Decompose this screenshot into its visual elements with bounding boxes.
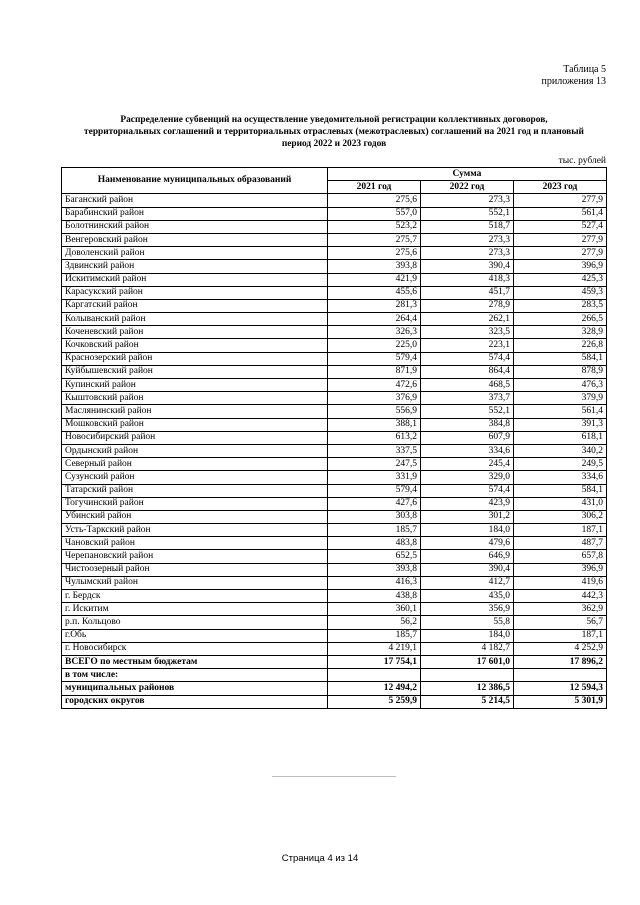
row-name: Усть-Таркский район [62,524,328,537]
row-value-2021: 376,9 [328,392,421,405]
row-name: Чистоозерный район [62,563,328,576]
row-name: Барабинский район [62,207,328,220]
title-line-1: Распределение субвенций на осуществление уведомительной регистрации коллективных договоров, [120,115,548,125]
row-value-2023: 459,3 [514,286,607,299]
row-value-2023: 334,6 [514,471,607,484]
row-value-2022: 423,9 [421,497,514,510]
table-row [62,642,607,655]
document-title [60,114,608,150]
row-value-2023: 277,9 [514,233,607,246]
table-row [62,524,607,537]
row-value-2021: 326,3 [328,326,421,339]
row-value-2023: 878,9 [514,365,607,378]
page-number: Страница 4 из 14 [281,853,359,864]
row-value-2023: 187,1 [514,629,607,642]
row-value-2023: 584,1 [514,484,607,497]
table-row [62,629,607,642]
row-value-2022: 184,0 [421,524,514,537]
urban-row [62,695,607,708]
including-label: в том числе: [62,669,328,682]
row-name: Маслянинский район [62,405,328,418]
row-value-2022: 468,5 [421,379,514,392]
row-value-2022: 301,2 [421,510,514,523]
row-value-2021: 185,7 [328,524,421,537]
row-value-2022: 864,4 [421,365,514,378]
row-value-2022: 552,1 [421,405,514,418]
row-name: р.п. Кольцово [62,616,328,629]
table-row [62,444,607,457]
row-name: Новосибирский район [62,431,328,444]
table-row [62,431,607,444]
table-row [62,233,607,246]
including-empty-2021 [328,669,421,682]
row-value-2022: 390,4 [421,563,514,576]
table-row [62,273,607,286]
row-value-2022: 273,3 [421,233,514,246]
row-value-2023: 379,9 [514,392,607,405]
including-empty-2023 [514,669,607,682]
row-value-2021: 871,9 [328,365,421,378]
row-name: Черепановский район [62,550,328,563]
column-header-2023: 2023 год [514,181,607,194]
row-value-2023: 187,1 [514,524,607,537]
row-value-2021: 264,4 [328,313,421,326]
row-value-2021: 185,7 [328,629,421,642]
row-value-2022: 223,1 [421,339,514,352]
row-name: Баганский район [62,194,328,207]
row-value-2023: 431,0 [514,497,607,510]
table-row [62,339,607,352]
row-value-2023: 425,3 [514,273,607,286]
row-value-2021: 247,5 [328,458,421,471]
row-name: Кочковский район [62,339,328,352]
row-value-2023: 56,7 [514,616,607,629]
row-value-2023: 277,9 [514,247,607,260]
total-label: ВСЕГО по местным бюджетам [62,655,328,668]
municipal-label: муниципальных районов [62,682,328,695]
row-name: Ордынский район [62,444,328,457]
table-label: Таблица 5 [563,64,606,75]
municipal-2022: 12 386,5 [421,682,514,695]
row-value-2021: 483,8 [328,537,421,550]
table-row [62,458,607,471]
row-name: Сузунский район [62,471,328,484]
row-value-2022: 4 182,7 [421,642,514,655]
table-body [62,194,607,656]
row-name: Венгеровский район [62,233,328,246]
table-row [62,590,607,603]
row-value-2023: 476,3 [514,379,607,392]
row-value-2021: 303,8 [328,510,421,523]
row-value-2023: 340,2 [514,444,607,457]
row-value-2022: 384,8 [421,418,514,431]
row-name: Купинский район [62,379,328,392]
table-row [62,286,607,299]
row-value-2021: 556,9 [328,405,421,418]
table-row [62,418,607,431]
row-name: Кыштовский район [62,392,328,405]
including-row [62,669,607,682]
row-value-2021: 331,9 [328,471,421,484]
row-value-2022: 323,5 [421,326,514,339]
row-value-2023: 283,5 [514,299,607,312]
row-name: Карасукский район [62,286,328,299]
urban-2022: 5 214,5 [421,695,514,708]
row-value-2022: 245,4 [421,458,514,471]
row-value-2021: 56,2 [328,616,421,629]
row-value-2023: 584,1 [514,352,607,365]
row-value-2023: 362,9 [514,603,607,616]
row-value-2021: 579,4 [328,352,421,365]
row-name: Каргатский район [62,299,328,312]
row-value-2021: 613,2 [328,431,421,444]
row-value-2023: 618,1 [514,431,607,444]
row-value-2023: 396,9 [514,563,607,576]
table-row [62,603,607,616]
row-name: Болотнинский район [62,220,328,233]
column-header-sum: Сумма [328,168,607,181]
row-value-2023: 657,8 [514,550,607,563]
row-value-2021: 427,6 [328,497,421,510]
row-value-2023: 4 252,9 [514,642,607,655]
table-row [62,313,607,326]
row-value-2022: 435,0 [421,590,514,603]
row-value-2022: 418,3 [421,273,514,286]
total-2022: 17 601,0 [421,655,514,668]
row-value-2021: 557,0 [328,207,421,220]
table-row [62,299,607,312]
row-value-2022: 646,9 [421,550,514,563]
table-row [62,563,607,576]
table-row [62,207,607,220]
row-name: Тогучинский район [62,497,328,510]
row-name: г. Бердск [62,590,328,603]
column-header-2022: 2022 год [421,181,514,194]
total-2023: 17 896,2 [514,655,607,668]
municipal-row [62,682,607,695]
table-summary [62,655,607,708]
row-name: Северный район [62,458,328,471]
municipal-2023: 12 594,3 [514,682,607,695]
row-value-2023: 328,9 [514,326,607,339]
row-name: г.Обь [62,629,328,642]
row-value-2021: 393,8 [328,563,421,576]
row-value-2021: 579,4 [328,484,421,497]
row-value-2022: 273,3 [421,247,514,260]
row-value-2021: 337,5 [328,444,421,457]
row-value-2021: 275,6 [328,247,421,260]
row-value-2021: 360,1 [328,603,421,616]
row-value-2022: 607,9 [421,431,514,444]
row-value-2022: 390,4 [421,260,514,273]
row-name: Доволенский район [62,247,328,260]
table-row [62,405,607,418]
table-row [62,537,607,550]
row-name: Чулымский район [62,576,328,589]
row-value-2021: 438,8 [328,590,421,603]
row-name: Чановский район [62,537,328,550]
row-name: Здвинский район [62,260,328,273]
row-value-2022: 574,4 [421,352,514,365]
row-value-2023: 442,3 [514,590,607,603]
row-value-2023: 487,7 [514,537,607,550]
total-row [62,655,607,668]
column-header-2021: 2021 год [328,181,421,194]
row-name: Куйбышевский район [62,365,328,378]
row-value-2022: 518,7 [421,220,514,233]
urban-2023: 5 301,9 [514,695,607,708]
row-name: Колыванский район [62,313,328,326]
appendix-label: приложения 13 [541,76,606,87]
row-value-2021: 472,6 [328,379,421,392]
row-value-2021: 455,6 [328,286,421,299]
column-header-name: Наименование муниципальных образований [62,168,328,194]
row-name: Убинский район [62,510,328,523]
table-row [62,379,607,392]
row-value-2023: 561,4 [514,405,607,418]
row-value-2021: 281,3 [328,299,421,312]
row-value-2022: 479,6 [421,537,514,550]
row-value-2022: 356,9 [421,603,514,616]
row-value-2022: 278,9 [421,299,514,312]
table-reference [542,64,606,88]
table-row [62,260,607,273]
table-row [62,392,607,405]
municipal-2021: 12 494,2 [328,682,421,695]
row-value-2023: 561,4 [514,207,607,220]
row-value-2023: 226,8 [514,339,607,352]
urban-2021: 5 259,9 [328,695,421,708]
row-value-2022: 273,3 [421,194,514,207]
table-row [62,497,607,510]
row-value-2023: 391,3 [514,418,607,431]
table-row [62,484,607,497]
table-row [62,194,607,207]
footer-separator [272,776,396,777]
row-name: Искитимский район [62,273,328,286]
urban-label: городских округов [62,695,328,708]
row-value-2022: 329,0 [421,471,514,484]
table-row [62,352,607,365]
row-value-2023: 419,6 [514,576,607,589]
table-row [62,550,607,563]
row-value-2021: 393,8 [328,260,421,273]
row-name: Татарский район [62,484,328,497]
table-row [62,510,607,523]
row-name: Краснозерский район [62,352,328,365]
table-row [62,247,607,260]
row-value-2021: 652,5 [328,550,421,563]
table-row [62,616,607,629]
row-value-2021: 4 219,1 [328,642,421,655]
table-row [62,471,607,484]
row-value-2023: 527,4 [514,220,607,233]
row-value-2021: 225,0 [328,339,421,352]
row-value-2023: 266,5 [514,313,607,326]
row-name: Мошковский район [62,418,328,431]
table-row [62,326,607,339]
row-value-2022: 574,4 [421,484,514,497]
row-value-2022: 451,7 [421,286,514,299]
subsidy-table [61,167,607,709]
row-name: г. Искитим [62,603,328,616]
row-value-2023: 396,9 [514,260,607,273]
row-value-2021: 388,1 [328,418,421,431]
units-label: тыс. рублей [558,156,606,166]
row-value-2023: 306,2 [514,510,607,523]
table-row [62,576,607,589]
row-name: Коченевский район [62,326,328,339]
row-value-2021: 275,7 [328,233,421,246]
row-value-2022: 262,1 [421,313,514,326]
row-value-2022: 552,1 [421,207,514,220]
including-empty-2022 [421,669,514,682]
table-header [62,168,607,194]
title-line-3: период 2022 и 2023 годов [281,139,387,149]
row-value-2021: 275,6 [328,194,421,207]
table-row [62,220,607,233]
row-value-2022: 184,0 [421,629,514,642]
row-value-2023: 277,9 [514,194,607,207]
row-value-2021: 421,9 [328,273,421,286]
row-value-2023: 249,5 [514,458,607,471]
row-name: г. Новосибирск [62,642,328,655]
row-value-2021: 523,2 [328,220,421,233]
row-value-2021: 416,3 [328,576,421,589]
row-value-2022: 55,8 [421,616,514,629]
total-2021: 17 754,1 [328,655,421,668]
row-value-2022: 412,7 [421,576,514,589]
table-row [62,365,607,378]
title-line-2: территориальных соглашений и территориальных отраслевых (межотраслевых) соглашений на 2021 год и плановый [84,127,584,137]
row-value-2022: 334,6 [421,444,514,457]
row-value-2022: 373,7 [421,392,514,405]
